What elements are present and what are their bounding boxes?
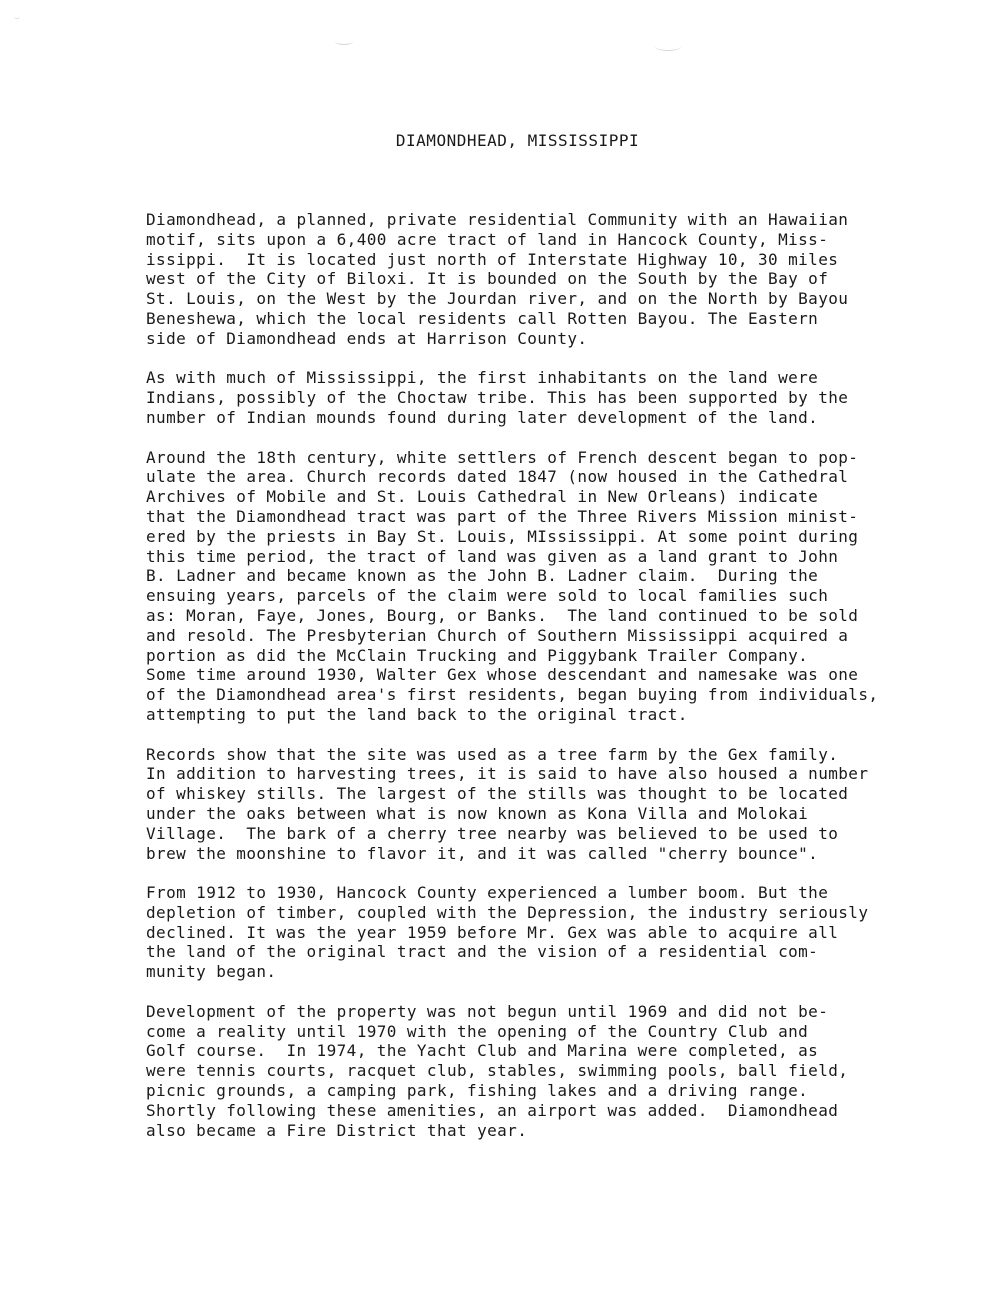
text-line: St. Louis, on the West by the Jourdan river, and on the North by Bayou: [146, 289, 849, 309]
text-line: as: Moran, Faye, Jones, Bourg, or Banks. The land continued to be sold: [146, 605, 859, 625]
text-line: this time period, the tract of land was given as a land grant to John: [146, 546, 839, 566]
paragraph: [146, 368, 906, 427]
text-line: Golf course. In 1974, the Yacht Club and Marina were completed, as: [146, 1041, 819, 1061]
text-line: Around the 18th century, white settlers of French descent began to pop-: [146, 447, 859, 467]
text-line: B. Ladner and became known as the John B. Ladner claim. During the: [146, 566, 819, 586]
text-line: brew the moonshine to flavor it, and it was called "cherry bounce".: [146, 843, 819, 863]
text-line: Archives of Mobile and St. Louis Cathedral in New Orleans) indicate: [146, 487, 819, 507]
text-line: ensuing years, parcels of the claim were sold to local families such: [146, 586, 829, 606]
text-line: ered by the priests in Bay St. Louis, MIssissippi. At some point during: [146, 526, 859, 546]
text-line: portion as did the McClain Trucking and Piggybank Trailer Company.: [146, 645, 809, 665]
text-line: under the oaks between what is now known as Kona Villa and Molokai: [146, 803, 809, 823]
text-line: munity began.: [146, 962, 277, 982]
text-line: were tennis courts, racquet club, stables, swimming pools, ball field,: [146, 1061, 849, 1081]
text-line: of whiskey stills. The largest of the stills was thought to be located: [146, 784, 849, 804]
text-line: Records show that the site was used as a tree farm by the Gex family.: [146, 744, 839, 764]
text-line: that the Diamondhead tract was part of the Three Rivers Mission minist-: [146, 506, 859, 526]
text-line: the land of the original tract and the vision of a residential com-: [146, 942, 819, 962]
page-title: DIAMONDHEAD, MISSISSIPPI: [395, 131, 640, 150]
text-line: side of Diamondhead ends at Harrison County.: [146, 328, 588, 348]
text-line: attempting to put the land back to the original tract.: [146, 704, 688, 724]
text-line: Diamondhead, a planned, private residential Community with an Hawaiian: [146, 210, 849, 229]
text-line: and resold. The Presbyterian Church of Southern Mississippi acquired a: [146, 625, 849, 645]
text-line: Some time around 1930, Walter Gex whose descendant and namesake was one: [146, 665, 859, 685]
text-line: picnic grounds, a camping park, fishing lakes and a driving range.: [146, 1081, 809, 1101]
text-line: issippi. It is located just north of Interstate Highway 10, 30 miles: [146, 249, 839, 269]
text-line: number of Indian mounds found during later development of the land.: [146, 407, 819, 427]
text-line: declined. It was the year 1959 before Mr. Gex was able to acquire all: [146, 922, 839, 942]
text-line: As with much of Mississippi, the first inhabitants on the land were: [146, 368, 819, 388]
text-line: motif, sits upon a 6,400 acre tract of land in Hancock County, Miss-: [146, 229, 829, 249]
scan-mark: [335, 38, 353, 45]
text-line: Beneshewa, which the local residents call Rotten Bayou. The Eastern: [146, 308, 819, 328]
text-line: Village. The bark of a cherry tree nearby was believed to be used to: [146, 823, 839, 843]
paragraph: [146, 210, 906, 349]
text-line: From 1912 to 1930, Hancock County experienced a lumber boom. But the: [146, 883, 829, 903]
text-line: Indians, possibly of the Choctaw tribe. This has been supported by the: [146, 388, 849, 408]
text-line: In addition to harvesting trees, it is said to have also housed a number: [146, 764, 869, 784]
text-line: Shortly following these amenities, an airport was added. Diamondhead: [146, 1100, 839, 1120]
text-line: west of the City of Biloxi. It is bounded on the South by the Bay of: [146, 269, 829, 289]
paragraph: [146, 448, 906, 725]
scan-mark: [14, 14, 20, 19]
text-line: also became a Fire District that year.: [146, 1120, 528, 1140]
text-line: come a reality until 1970 with the opening of the Country Club and: [146, 1021, 809, 1041]
paragraph: [146, 745, 906, 864]
text-line: ulate the area. Church records dated 1847 (now housed in the Cathedral: [146, 467, 849, 487]
text-line: Development of the property was not begun until 1969 and did not be-: [146, 1001, 829, 1021]
paragraph: [146, 883, 906, 982]
document-body: [146, 210, 906, 1160]
scan-mark: [655, 42, 681, 51]
paragraph: [146, 1002, 906, 1141]
text-line: of the Diamondhead area's first residents, began buying from individuals,: [146, 685, 879, 705]
text-line: depletion of timber, coupled with the Depression, the industry seriously: [146, 902, 869, 922]
